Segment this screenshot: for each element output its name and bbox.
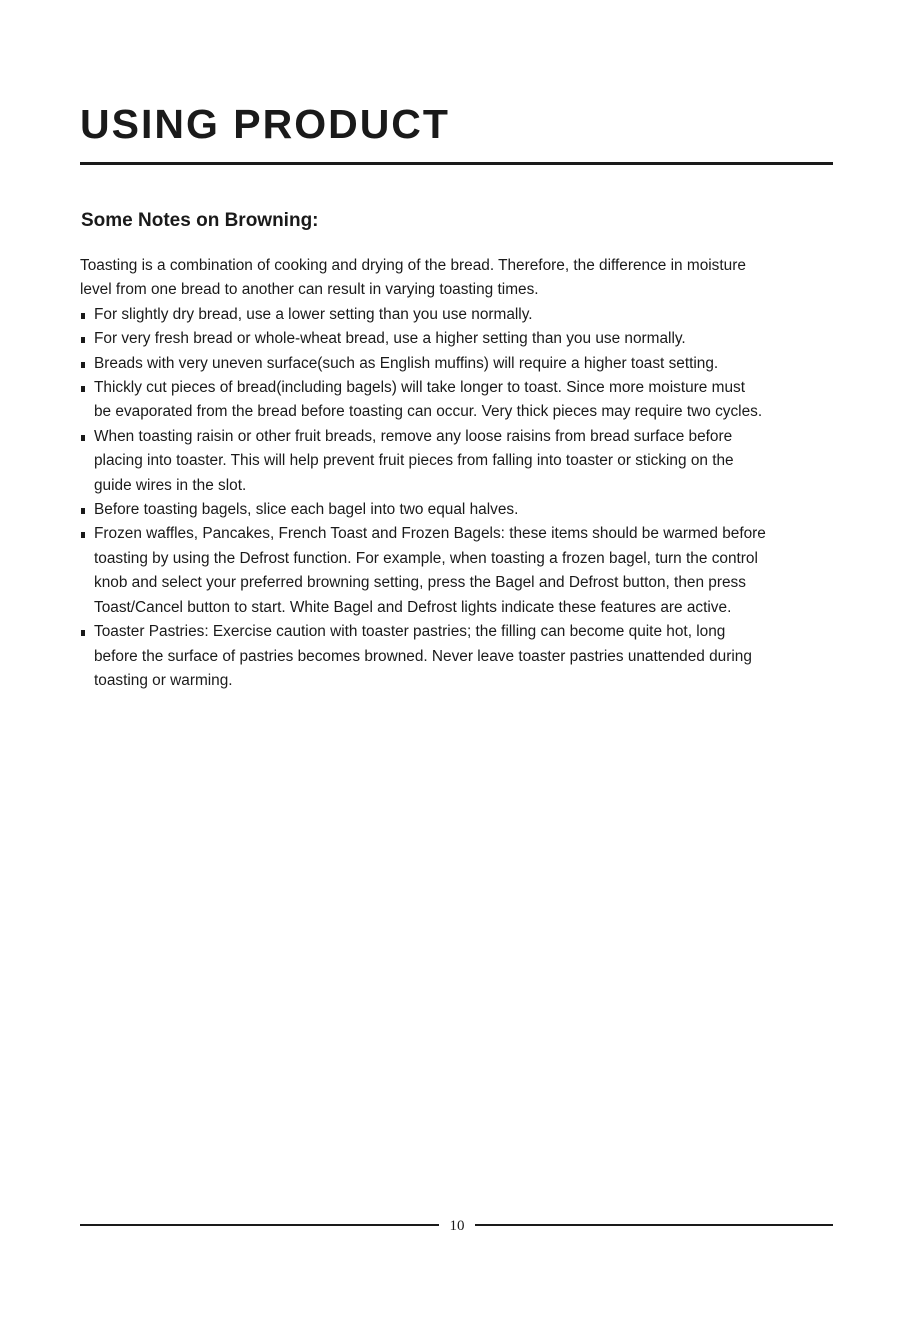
note-text: Breads with very uneven surface(such as English muffins) will require a higher toast setting. <box>94 354 719 372</box>
bullet-icon <box>81 313 85 319</box>
note-text: Before toasting bagels, slice each bagel into two equal halves. <box>94 501 519 519</box>
note-text: Toaster Pastries: Exercise caution with toaster pastries; the filling can become quite hot, long before the surface of pastries becomes browned. Never leave toaster pastries unattended during toasting or warming. <box>94 623 752 689</box>
page-title: USING PRODUCT <box>80 101 450 147</box>
bullet-icon <box>81 532 85 538</box>
note-thick-pieces <box>80 376 852 425</box>
note-fruit-breads <box>80 425 852 498</box>
note-text: For slightly dry bread, use a lower setting than you use normally. <box>94 305 533 323</box>
browning-notes-body <box>80 254 852 693</box>
bullet-icon <box>81 630 85 636</box>
title-divider <box>80 162 833 165</box>
note-dry-bread <box>80 303 852 327</box>
note-text: For very fresh bread or whole-wheat bread, use a higher setting than you use normally. <box>94 330 686 348</box>
note-text: Frozen waffles, Pancakes, French Toast and Frozen Bagels: these items should be warmed before toasting by using the Defrost function. For example, when toasting a frozen bagel, turn the control knob and select your preferred browning setting, press the Bagel and Defrost button, then press Toast/Cancel button to start. White Bagel and Defrost lights indicate these features are active. <box>94 525 766 616</box>
intro-paragraph: Toasting is a combination of cooking and drying of the bread. Therefore, the difference in moisture level from one bread to another can result in varying toasting times. <box>80 257 746 299</box>
footer-rule-right <box>475 1224 833 1226</box>
note-bagels <box>80 498 852 522</box>
note-fresh-bread <box>80 327 852 351</box>
page-number: 10 <box>449 1218 465 1234</box>
bullet-icon <box>81 362 85 368</box>
note-text: When toasting raisin or other fruit breads, remove any loose raisins from bread surface before placing into toaster. This will help prevent fruit pieces from falling into toaster or sticking on the guide wires in the slot. <box>94 427 734 494</box>
page-footer <box>80 1214 833 1238</box>
note-text: Thickly cut pieces of bread(including bagels) will take longer to toast. Since more moisture must be evaporated from the bread before toasting can occur. Very thick pieces may require two cycles. <box>94 379 763 421</box>
bullet-icon <box>81 508 85 514</box>
note-toaster-pastries <box>80 620 852 693</box>
note-frozen-items <box>80 522 852 620</box>
browning-notes-list <box>80 303 852 694</box>
bullet-icon <box>81 386 85 392</box>
footer-rule-left <box>80 1224 439 1226</box>
bullet-icon <box>81 435 85 441</box>
section-heading: Some Notes on Browning: <box>81 210 319 231</box>
bullet-icon <box>81 337 85 343</box>
note-uneven-surface <box>80 352 852 376</box>
